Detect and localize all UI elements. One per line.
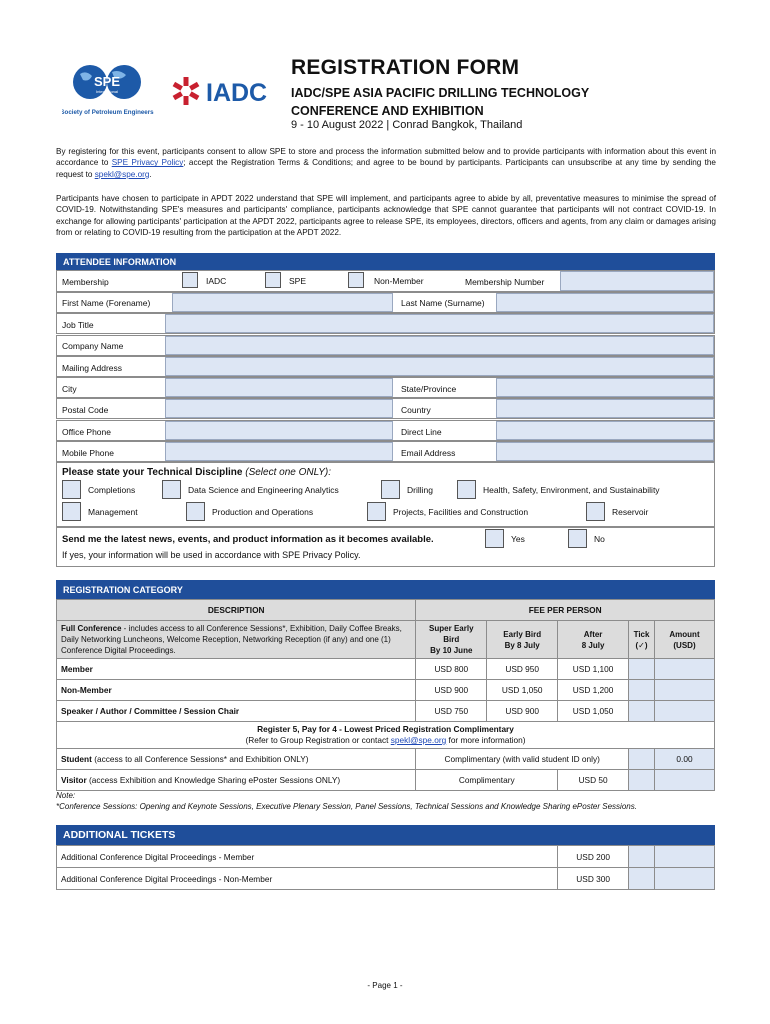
table-row [57,659,715,680]
tick-header: Tick (✓) [629,621,655,659]
tick-cell[interactable] [629,868,655,890]
additional-tickets-header: ADDITIONAL TICKETS [56,825,715,845]
note-label: Note: [56,791,76,800]
postal-code-label: Postal Code [62,405,109,415]
discipline-data-science-checkbox[interactable] [162,480,181,499]
table-row [57,846,715,868]
after-header: After 8 July [558,621,629,659]
mobile-phone-input[interactable] [165,442,393,461]
amount-cell[interactable] [655,868,715,890]
news-note: If yes, your information will be used in accordance with SPE Privacy Policy. [62,550,361,560]
last-name-input[interactable] [496,293,714,312]
ticket-label: Additional Conference Digital Proceedings - Non-Member [57,868,558,890]
registration-section-header: REGISTRATION CATEGORY [56,580,715,599]
student-amount[interactable]: 0.00 [655,749,715,770]
after-price: USD 1,200 [558,680,629,701]
spe-logo-sub: International [95,89,119,94]
discipline-hses-label: Health, Safety, Environment, and Sustainability [483,485,660,495]
discipline-data-science-label: Data Science and Engineering Analytics [188,485,339,495]
form-title: REGISTRATION FORM [291,56,520,79]
student-description: Student (access to all Conference Sessions* and Exhibition ONLY) [57,749,416,770]
conference-sessions-note: *Conference Sessions: Opening and Keynote Sessions, Executive Plenary Session, Panel Sessions, Technical Sessions and Knowledge Sharing ePoster Sessions. [56,802,637,811]
row-label: Speaker / Author / Committee / Session Chair [57,701,416,722]
student-fee: Complimentary (with valid student ID only) [416,749,629,770]
discipline-prompt: Please state your Technical Discipline (Select one ONLY): [62,467,332,478]
spe-logo-caption: Society of Petroleum Engineers [62,109,154,116]
news-question: Send me the latest news, events, and product information as it becomes available. [62,534,434,545]
membership-spe-checkbox[interactable] [265,272,281,288]
office-phone-label: Office Phone [62,427,111,437]
amount-header: Amount (USD) [655,621,715,659]
news-box [56,527,715,567]
super-early-price: USD 800 [416,659,487,680]
postal-code-input[interactable] [165,399,393,418]
event-date-venue: 9 - 10 August 2022 | Conrad Bangkok, Thailand [291,119,523,131]
job-title-input[interactable] [165,314,714,333]
company-name-label: Company Name [62,341,124,351]
after-price: USD 1,100 [558,659,629,680]
super-early-price: USD 900 [416,680,487,701]
mailing-address-label: Mailing Address [62,363,123,373]
country-input[interactable] [496,399,714,418]
discipline-management-checkbox[interactable] [62,502,81,521]
table-row [57,868,715,890]
tick-cell[interactable] [629,846,655,868]
membership-iadc-label: IADC [206,276,227,286]
covid-paragraph: Participants have chosen to participate in APDT 2022 understand that SPE will implement, and participants agree to abide by all, preventative measures to minimise the spread of COVID-19. Notwithstanding SPE's measures and participants' compliance, participants acknowledge that SPE cannot guarantee that participants will not contract COVID-19. In exchange for allowing participants' participation at the APDT 2022, participants agree to release SPE, its employees, directors, officers and agents, from any claim or damages arising from or relating to COVID-19 resulting from the participation at the APDT 2022. [56,194,716,238]
early-bird-price: USD 950 [487,659,558,680]
membership-nonmember-checkbox[interactable] [348,272,364,288]
direct-line-label: Direct Line [401,427,442,437]
job-title-label: Job Title [62,320,94,330]
email-label: Email Address [401,448,456,458]
mobile-phone-label: Mobile Phone [62,448,114,458]
amount-cell[interactable] [655,846,715,868]
first-name-label: First Name (Forename) [62,298,151,308]
spe-logo-letters: SPE [93,74,121,89]
full-conference-description: Full Conference - includes access to all Conference Sessions*, Exhibition, Daily Coffee Breaks, Daily Networking Luncheons, Welcome Reception, Networking Reception (if any) and one (1) Conference Digital Proceedings. [57,621,416,659]
super-early-price: USD 750 [416,701,487,722]
tick-cell[interactable] [629,770,655,791]
news-no-label: No [594,534,605,544]
discipline-hses-checkbox[interactable] [457,480,476,499]
early-bird-price: USD 900 [487,701,558,722]
discipline-projects-label: Projects, Facilities and Construction [393,507,529,517]
country-label: Country [401,405,431,415]
group-registration-note: Register 5, Pay for 4 - Lowest Priced Registration Complimentary (Refer to Group Registration or contact spekl@spe.org for more information) [57,722,715,749]
ticket-price: USD 200 [558,846,629,868]
ticket-label: Additional Conference Digital Proceedings - Member [57,846,558,868]
discipline-production-checkbox[interactable] [186,502,205,521]
table-row [57,680,715,701]
discipline-completions-checkbox[interactable] [62,480,81,499]
mailing-address-input[interactable] [165,357,714,376]
discipline-management-label: Management [88,507,138,517]
state-input[interactable] [496,378,714,397]
tick-cell[interactable] [629,749,655,770]
super-early-bird-header: Super Early Bird By 10 June [416,621,487,659]
state-label: State/Province [401,384,457,394]
page-number: - Page 1 - [367,981,403,990]
col-fee-per-person: FEE PER PERSON [416,600,715,621]
iadc-logo [170,74,280,108]
table-row [57,701,715,722]
last-name-label: Last Name (Surname) [401,298,485,308]
direct-line-input[interactable] [496,421,714,440]
membership-number-input[interactable] [560,271,714,291]
table-row [57,770,715,791]
visitor-fee-usd: USD 50 [558,770,629,791]
first-name-input[interactable] [172,293,393,312]
additional-tickets-table [56,845,715,890]
membership-nonmember-label: Non-Member [374,276,424,286]
membership-spe-label: SPE [289,276,307,286]
discipline-drilling-label: Drilling [407,485,433,495]
visitor-description: Visitor (access Exhibition and Knowledge Sharing ePoster Sessions ONLY) [57,770,416,791]
attendee-section-header: ATTENDEE INFORMATION [56,253,715,270]
company-name-input[interactable] [165,336,714,355]
amount-cell[interactable] [655,701,715,722]
after-price: USD 1,050 [558,701,629,722]
group-email-link[interactable]: spekl@spe.org [390,735,447,745]
city-input[interactable] [165,378,393,397]
early-bird-header: Early Bird By 8 July [487,621,558,659]
registration-table [56,599,715,791]
col-description: DESCRIPTION [57,600,416,621]
news-no-checkbox[interactable] [568,529,587,548]
membership-number-label: Membership Number [465,277,545,287]
ticket-price: USD 300 [558,868,629,890]
consent-paragraph: By registering for this event, participants consent to allow SPE to store and process the information submitted below and to provide participants with information about this event in accordance to SPE Privacy Policy; accept the Registration Terms & Conditions; and agree to be bound by participants. Participants can unsubscribe at any time by sending the request to spekl@spe.org. [56,147,716,179]
discipline-production-label: Production and Operations [212,507,314,517]
visitor-fee-complimentary: Complimentary [416,770,558,791]
table-row [57,749,715,770]
row-label: Non-Member [57,680,416,701]
amount-cell[interactable] [655,770,715,791]
discipline-drilling-checkbox[interactable] [381,480,400,499]
news-yes-label: Yes [511,534,525,544]
unsubscribe-email-link[interactable]: spekl@spe.org [94,169,150,179]
spe-logo [62,62,162,122]
amount-cell[interactable] [655,659,715,680]
early-bird-price: USD 1,050 [487,680,558,701]
amount-cell[interactable] [655,680,715,701]
email-input[interactable] [496,442,714,461]
row-label: Member [57,659,416,680]
discipline-projects-checkbox[interactable] [367,502,386,521]
event-name: IADC/SPE ASIA PACIFIC DRILLING TECHNOLOGY CONFERENCE AND EXHIBITION [291,86,590,118]
membership-label: Membership [62,277,109,287]
membership-iadc-checkbox[interactable] [182,272,198,288]
office-phone-input[interactable] [165,421,393,440]
discipline-reservoir-label: Reservoir [612,507,649,517]
news-yes-checkbox[interactable] [485,529,504,548]
privacy-policy-link[interactable]: SPE Privacy Policy [111,158,184,168]
tick-cell[interactable] [629,659,655,680]
city-label: City [62,384,77,394]
discipline-completions-label: Completions [88,485,136,495]
tick-cell[interactable] [629,701,655,722]
discipline-reservoir-checkbox[interactable] [586,502,605,521]
tick-cell[interactable] [629,680,655,701]
iadc-logo-text: IADC [206,79,268,107]
